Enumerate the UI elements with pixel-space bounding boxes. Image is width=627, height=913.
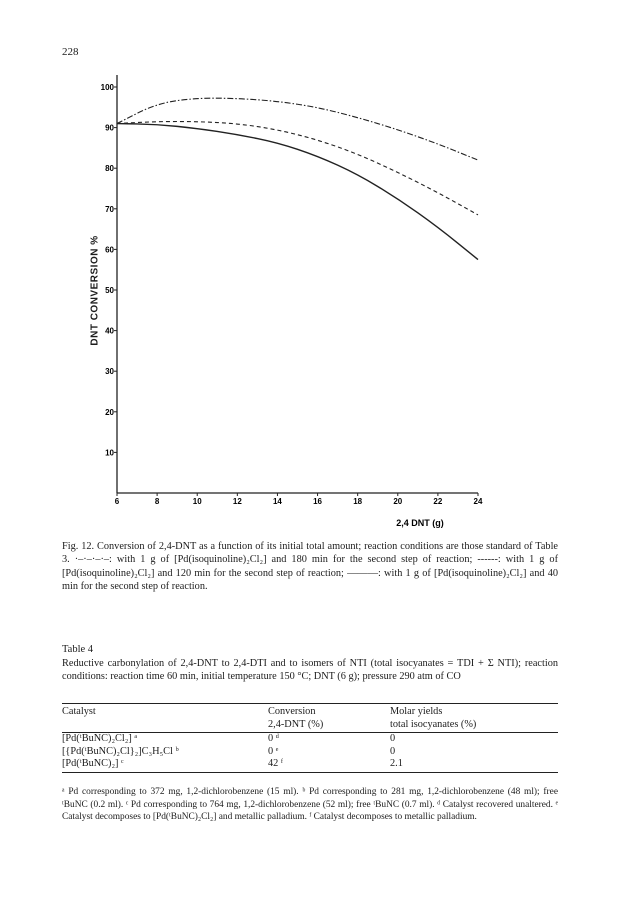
results-table (62, 703, 558, 773)
x-tick-label: 10 (192, 497, 202, 506)
y-tick-label: 70 (105, 204, 114, 214)
table-title: Table 4 (62, 644, 94, 655)
chart-series (117, 98, 478, 259)
table-description: Reductive carbonylation of 2,4-DNT to 2,4-DTI and to isomers of NTI (total isocyanates = TDI + Σ NTI); reaction conditions: reaction time 60 min, initial temperature 150 °C; DNT (6 g); pressure 290 atm of CO (62, 658, 558, 683)
header-conversion-unit: 2,4-DNT (%) (268, 718, 324, 730)
table-header-row-2 (62, 719, 558, 732)
x-tick-label: 24 (473, 497, 483, 506)
y-tick-label: 20 (105, 407, 114, 417)
table-row: [Pd(ᵗBuNC)₂] ᶜ 42 ᶠ 2.1 (62, 758, 403, 770)
figure-caption: Fig. 12. Conversion of 2,4-DNT as a function of its initial total amount; reaction conditions are those standard of Table 3. ·–·–·–·–: with 1 g of [Pd(isoquinoline)₂Cl₂] and 180 min for the second step of reaction; ------: with 1 g of [Pd(isoquinoline)₂Cl₂] and 120 min for the second step of reaction; ———: with 1 g of [Pd(isoquinoline)₂Cl₂] and 40 min for the second step of reaction. (62, 541, 558, 593)
y-tick-labels (101, 83, 117, 457)
x-axis-label: 2,4 DNT (g) (396, 518, 444, 528)
y-tick-label: 40 (105, 326, 114, 336)
x-tick-label: 16 (313, 497, 323, 506)
x-tick-label: 14 (272, 497, 282, 506)
x-tick-labels (115, 493, 483, 506)
series-line-dash-dot (117, 98, 478, 160)
table-row: [{Pd(ᵗBuNC)₂Cl}₂]C₃H₅Cl ᵇ 0 ᵉ 0 (62, 745, 396, 757)
x-tick-label: 8 (154, 497, 160, 506)
series-line-solid (117, 124, 478, 260)
header-conversion: Conversion (268, 706, 316, 717)
x-tick-label: 12 (232, 497, 242, 506)
table-row: [Pd(ᵗBuNC)₂Cl₂] ᵃ 0 ᵈ 0 (62, 733, 396, 745)
y-tick-label: 100 (100, 83, 114, 92)
y-tick-label: 60 (105, 245, 114, 255)
y-tick-label: 30 (105, 367, 114, 377)
page-number: 228 (62, 46, 79, 58)
y-tick-label: 90 (105, 123, 114, 133)
table-footnotes: ᵃ Pd corresponding to 372 mg, 1,2-dichlorobenzene (15 ml). ᵇ Pd corresponding to 281 mg, 1,2-dichlorobenzene (48 ml); free ᵗBuNC (0.2 ml). ᶜ Pd corresponding to 764 mg, 1,2-dichlorobenzene (52 ml); free ᵗBuNC (0.7 ml). ᵈ Catalyst recovered unaltered. ᵉ Catalyst decomposes to [Pd(ᵗBuNC)₂Cl₂] and metallic palladium. ᶠ Catalyst decomposes to metallic palladium. (62, 787, 558, 822)
x-tick-label: 6 (114, 497, 120, 506)
table-top-rule (62, 703, 558, 704)
header-isocyanates-unit: total isocyanates (%) (390, 718, 477, 730)
y-tick-label: 80 (105, 164, 114, 174)
y-axis-label: DNT CONVERSION % (89, 235, 101, 346)
y-tick-label: 10 (105, 448, 114, 458)
chart-axes (117, 75, 478, 493)
x-tick-label: 22 (433, 497, 443, 506)
x-tick-label: 20 (393, 497, 403, 506)
series-line-dashed (117, 122, 478, 215)
header-catalyst: Catalyst (62, 706, 96, 717)
table-bottom-rule (62, 772, 558, 773)
table-header-row (62, 706, 558, 719)
header-molar-yields: Molar yields (390, 706, 443, 717)
x-tick-label: 18 (353, 497, 363, 506)
y-tick-label: 50 (105, 286, 114, 295)
